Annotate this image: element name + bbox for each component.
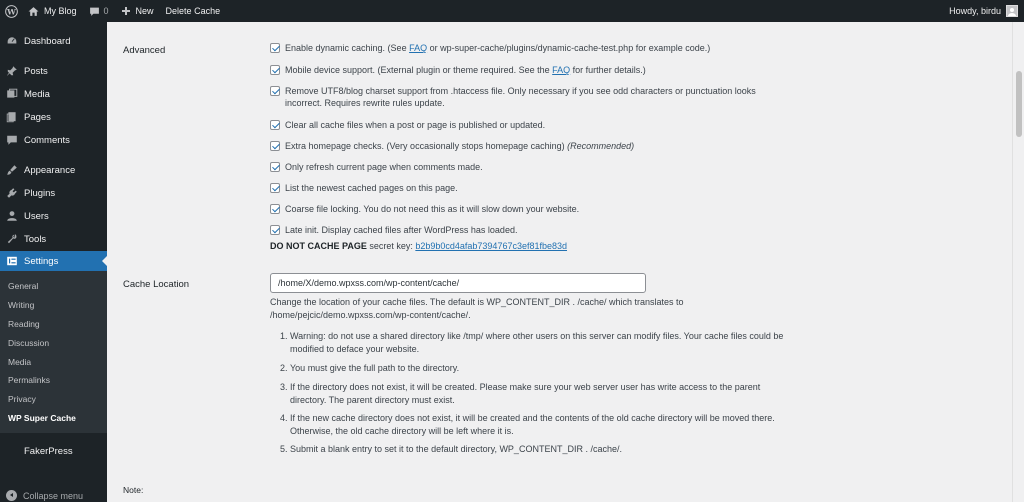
comments-count: 0	[103, 6, 109, 16]
faq-link[interactable]: FAQ	[552, 65, 571, 75]
cache-location-description: Change the location of your cache files. The default is WP_CONTENT_DIR . /cache/ which translates to /home/pejcic/demo.wpxss.com/wp-content/cache/.	[270, 297, 684, 320]
wrench-icon	[6, 233, 18, 245]
collapse-menu-label: Collapse menu	[23, 490, 84, 501]
sidebar-item-appearance[interactable]	[0, 160, 107, 180]
secret-key-text: secret key:	[366, 241, 416, 251]
scrollbar-thumb[interactable]	[1016, 71, 1022, 137]
submenu-item-reading[interactable]: Reading	[8, 319, 40, 329]
list-item-text: If the directory does not exist, it will be created. Please make sure your web server user has write access to the parent directory. The parent directory must exist.	[290, 382, 761, 405]
settings-submenu	[0, 271, 107, 433]
clear-cache-checkbox[interactable]	[270, 120, 280, 130]
refresh-on-comment-checkbox[interactable]	[270, 162, 280, 172]
pin-icon	[6, 65, 18, 77]
list-newest-checkbox[interactable]	[270, 183, 280, 193]
list-item-text: You must give the full path to the directory.	[290, 363, 460, 373]
greeting: Howdy, birdu	[949, 6, 1001, 16]
submenu-item-permalinks[interactable]: Permalinks	[8, 375, 51, 385]
option-clear-cache-on-publish	[270, 119, 790, 131]
option-mobile-support	[270, 64, 790, 76]
option-remove-utf8	[270, 85, 790, 109]
wordpress-logo-icon[interactable]	[0, 0, 22, 22]
admin-bar	[0, 0, 1024, 22]
option-label: Late init. Display cached files after WordPress has loaded.	[285, 225, 518, 235]
sidebar-item-posts[interactable]	[0, 61, 107, 81]
option-text: Mobile device support. (External plugin or theme required. See the	[285, 65, 553, 75]
sidebar-item-label: Posts	[24, 65, 48, 77]
list-number: 2.	[280, 363, 288, 373]
sidebar-item-label: Media	[24, 88, 50, 100]
list-item-text: If the new cache directory does not exist, it will be created and the contents of the old cache directory will be moved there. Otherwise, the old cache directory will be left where it is.	[290, 413, 775, 436]
delete-cache-link[interactable]: Delete Cache	[165, 6, 221, 16]
submenu-item-media[interactable]: Media	[8, 357, 32, 367]
plug-icon	[6, 187, 18, 199]
section-label-advanced: Advanced	[123, 45, 166, 56]
sidebar-item-label: FakerPress	[24, 445, 73, 457]
page-icon	[6, 111, 18, 123]
option-list-newest-cached	[270, 182, 790, 194]
sidebar-item-pages[interactable]	[0, 107, 107, 127]
page-scrollbar[interactable]	[1012, 22, 1024, 502]
submenu-item-writing[interactable]: Writing	[8, 300, 35, 310]
comment-icon	[89, 6, 100, 17]
sidebar-item-tools[interactable]	[0, 229, 107, 249]
sidebar-item-label: Appearance	[24, 164, 76, 176]
sidebar-item-label: Plugins	[24, 187, 56, 199]
list-number: 5.	[280, 444, 288, 454]
admin-sidebar	[0, 22, 107, 502]
option-text: for further details.)	[570, 65, 646, 75]
new-content-link[interactable]	[115, 0, 160, 22]
avatar	[1006, 5, 1018, 17]
home-icon	[28, 6, 39, 17]
faq-link[interactable]: FAQ	[409, 43, 428, 53]
comment-icon	[6, 134, 18, 146]
option-refresh-on-comment	[270, 161, 790, 173]
sidebar-item-comments[interactable]	[0, 130, 107, 150]
list-number: 4.	[280, 413, 288, 423]
sidebar-item-label: Pages	[24, 111, 51, 123]
dashboard-icon	[6, 35, 18, 47]
settings-content	[107, 22, 1012, 502]
option-label: Remove UTF8/blog charset support from .htaccess file. Only necessary if you see odd characters or punctuation looks incorrect. Requires rewrite rules update.	[285, 86, 756, 108]
plus-icon	[121, 6, 131, 16]
option-label: Only refresh current page when comments made.	[285, 162, 483, 172]
option-label	[285, 42, 710, 54]
brush-icon	[6, 164, 18, 176]
site-name: My Blog	[44, 6, 77, 16]
sidebar-item-label: Dashboard	[24, 35, 71, 47]
section-label-cache-location: Cache Location	[123, 279, 190, 290]
submenu-item-discussion[interactable]: Discussion	[8, 338, 50, 348]
svg-text:W: W	[6, 6, 16, 16]
option-dynamic-caching	[270, 42, 790, 54]
option-text: or wp-super-cache/plugins/dynamic-cache-test.php for example code.)	[427, 43, 711, 53]
option-label	[285, 140, 634, 152]
comments-link[interactable]	[83, 0, 115, 22]
site-name-link[interactable]	[22, 0, 83, 22]
my-account-link[interactable]	[943, 0, 1024, 22]
list-number: 1.	[280, 331, 288, 341]
option-late-init	[270, 224, 790, 236]
sidebar-item-users[interactable]	[0, 206, 107, 226]
option-coarse-locking	[270, 203, 790, 215]
submenu-item-privacy[interactable]: Privacy	[8, 394, 36, 404]
mobile-support-checkbox[interactable]	[270, 65, 280, 75]
collapse-menu-button[interactable]	[6, 490, 83, 501]
coarse-locking-checkbox[interactable]	[270, 204, 280, 214]
option-extra-homepage-checks	[270, 140, 790, 152]
option-text: Extra homepage checks. (Very occasionally stops homepage caching)	[285, 141, 568, 151]
option-label: Coarse file locking. You do not need this as it will slow down your website.	[285, 204, 580, 214]
list-item-text: Submit a blank entry to set it to the default directory, WP_CONTENT_DIR . /cache/.	[290, 444, 622, 454]
submenu-item-wp-super-cache[interactable]: WP Super Cache	[8, 413, 76, 423]
option-label: Clear all cache files when a post or page is published or updated.	[285, 120, 546, 130]
late-init-checkbox[interactable]	[270, 225, 280, 235]
settings-icon	[6, 255, 18, 267]
option-text: Enable dynamic caching. (See	[285, 43, 410, 53]
cache-location-input[interactable]: /home/X/demo.wpxss.com/wp-content/cache/	[270, 273, 646, 293]
sidebar-item-plugins[interactable]	[0, 183, 107, 203]
sidebar-item-label: Users	[24, 210, 49, 222]
secret-key-link[interactable]: b2b9b0cd4afab7394767c3ef81fbe83d	[415, 241, 568, 251]
option-label: List the newest cached pages on this page.	[285, 183, 458, 193]
sidebar-item-label: Settings	[24, 255, 59, 267]
recommended-note: (Recommended)	[567, 141, 635, 151]
sidebar-item-dashboard[interactable]	[0, 31, 107, 51]
sidebar-item-settings[interactable]	[0, 251, 107, 271]
list-item-text: Warning: do not use a shared directory like /tmp/ where other users on this server can modify files. Your cache files could be modified to deface your website.	[290, 331, 784, 354]
sidebar-item-fakerpress[interactable]	[0, 441, 107, 461]
option-label	[285, 64, 646, 76]
remove-utf8-checkbox[interactable]	[270, 86, 280, 96]
note-label: Note:	[123, 485, 144, 495]
user-icon	[6, 210, 18, 222]
homepage-checks-checkbox[interactable]	[270, 141, 280, 151]
new-label: New	[135, 6, 154, 16]
sidebar-item-media[interactable]	[0, 84, 107, 104]
media-icon	[6, 88, 18, 100]
dynamic-caching-checkbox[interactable]	[270, 43, 280, 53]
collapse-arrow-icon	[6, 490, 17, 501]
sidebar-item-label: Tools	[24, 233, 47, 245]
secret-key-label: DO NOT CACHE PAGE	[270, 241, 367, 251]
submenu-item-general[interactable]: General	[8, 281, 39, 291]
list-number: 3.	[280, 382, 288, 392]
sidebar-item-label: Comments	[24, 134, 70, 146]
secret-key-line	[270, 241, 567, 251]
